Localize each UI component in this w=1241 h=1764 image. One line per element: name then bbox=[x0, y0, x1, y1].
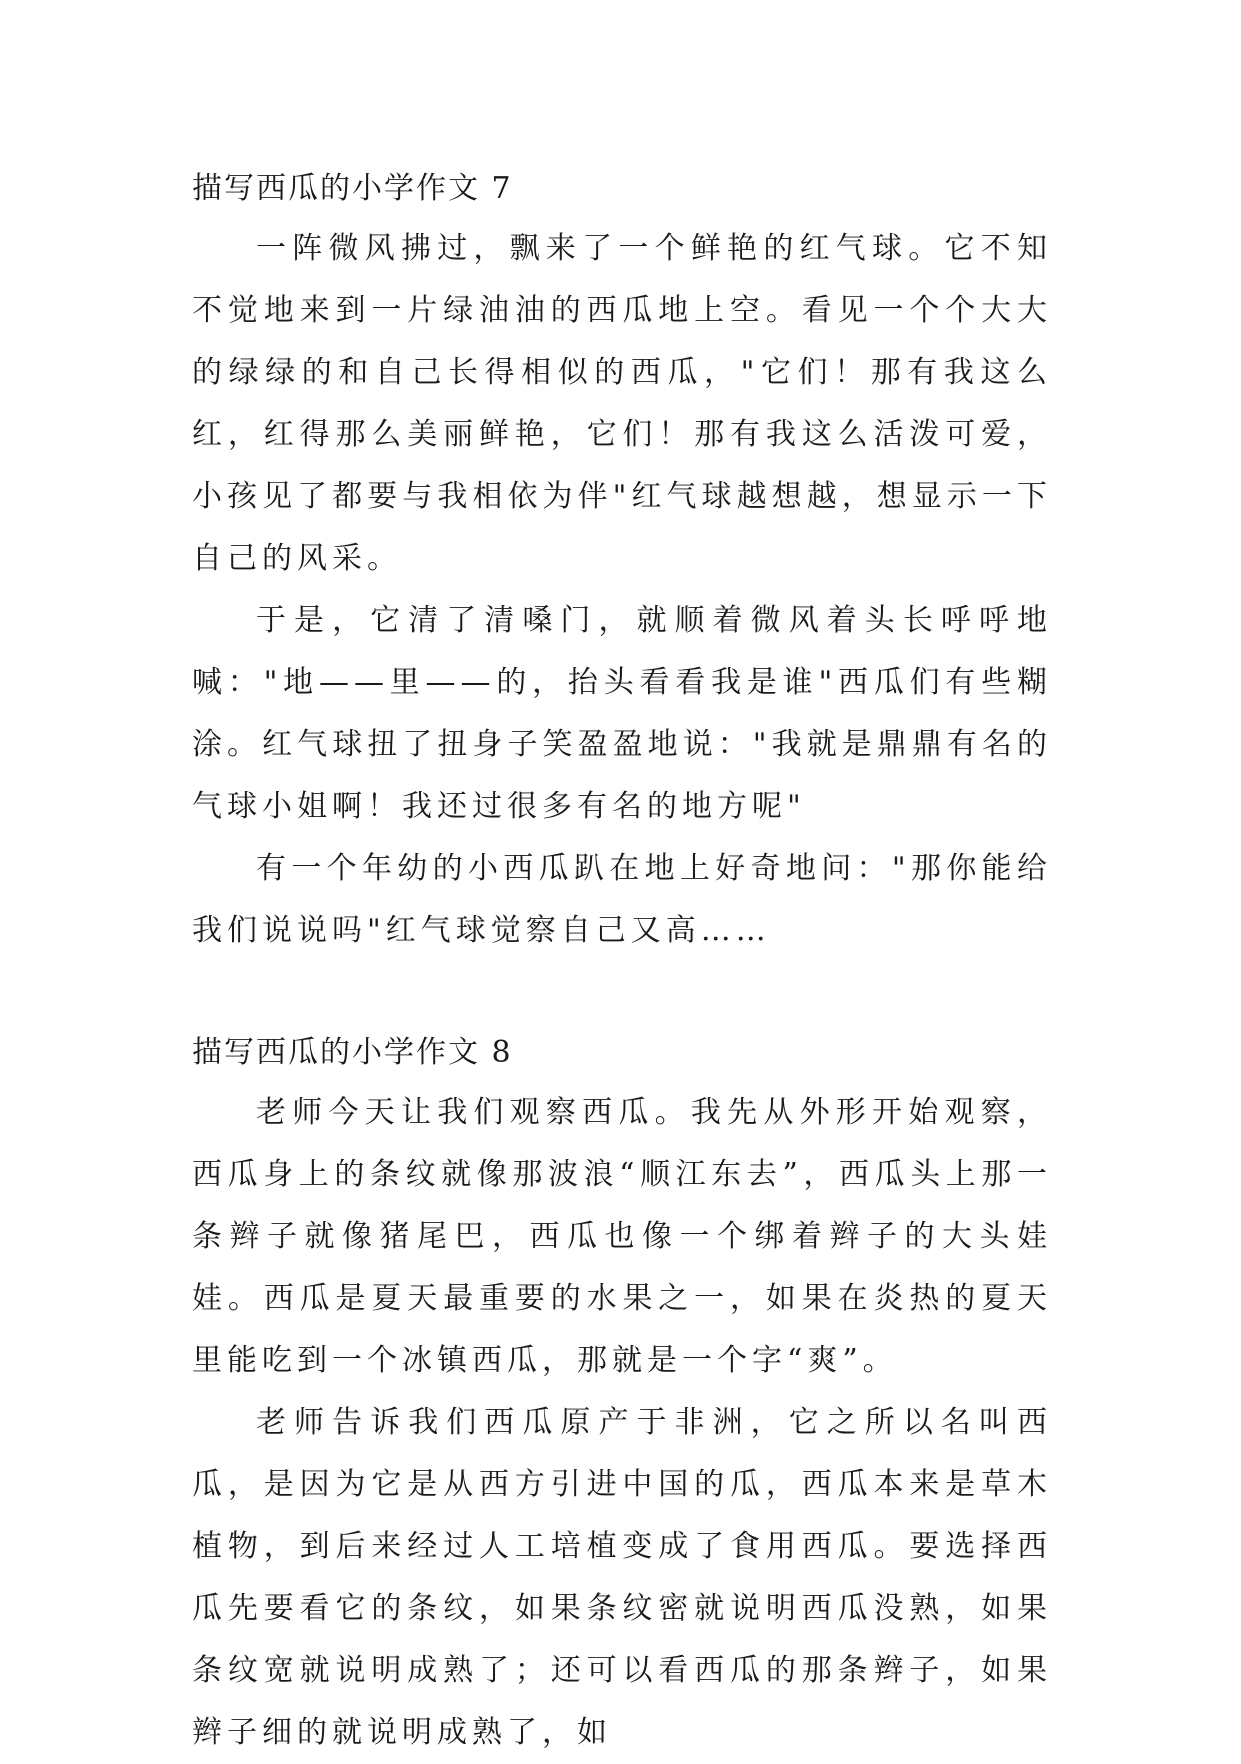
essay-section-8 bbox=[192, 1024, 1052, 1764]
paragraph: 老师告诉我们西瓜原产于非洲，它之所以名叫西瓜，是因为它是从西方引进中国的瓜，西瓜本来是草木植物，到后来经过人工培植变成了食用西瓜。要选择西瓜先要看它的条纹，如果条纹密就说明西瓜没熟，如果条纹宽就说明成熟了；还可以看西瓜的那条辫子，如果辫子细的就说明成熟了，如 bbox=[192, 1405, 1052, 1750]
document-page bbox=[192, 160, 1052, 1764]
section-title: 描写西瓜的小学作文 8 bbox=[192, 1035, 513, 1070]
section-title: 描写西瓜的小学作文 7 bbox=[192, 171, 513, 206]
paragraph: 老师今天让我们观察西瓜。我先从外形开始观察，西瓜身上的条纹就像那波浪“顺江东去”，西瓜头上那一条辫子就像猪尾巴，西瓜也像一个绑着辫子的大头娃娃。西瓜是夏天最重要的水果之一，如果在炎热的夏天里能吃到一个冰镇西瓜，那就是一个字“爽”。 bbox=[192, 1095, 1052, 1378]
paragraph: 有一个年幼的小西瓜趴在地上好奇地问："那你能给我们说说吗"红气球觉察自己又高…… bbox=[192, 851, 1052, 948]
section-spacer bbox=[192, 962, 1052, 1024]
essay-section-7 bbox=[192, 160, 1052, 962]
paragraph: 于是，它清了清嗓门，就顺着微风着头长呼呼地喊："地——里——的，抬头看看我是谁"西瓜们有些糊涂。红气球扭了扭身子笑盈盈地说："我就是鼎鼎有名的气球小姐啊！我还过很多有名的地方呢" bbox=[192, 603, 1052, 824]
paragraph: 一阵微风拂过，飘来了一个鲜艳的红气球。它不知不觉地来到一片绿油油的西瓜地上空。看见一个个大大的绿绿的和自己长得相似的西瓜，"它们！那有我这么红，红得那么美丽鲜艳，它们！那有我这么活泼可爱，小孩见了都要与我相依为伴"红气球越想越，想显示一下自己的风采。 bbox=[192, 231, 1052, 576]
